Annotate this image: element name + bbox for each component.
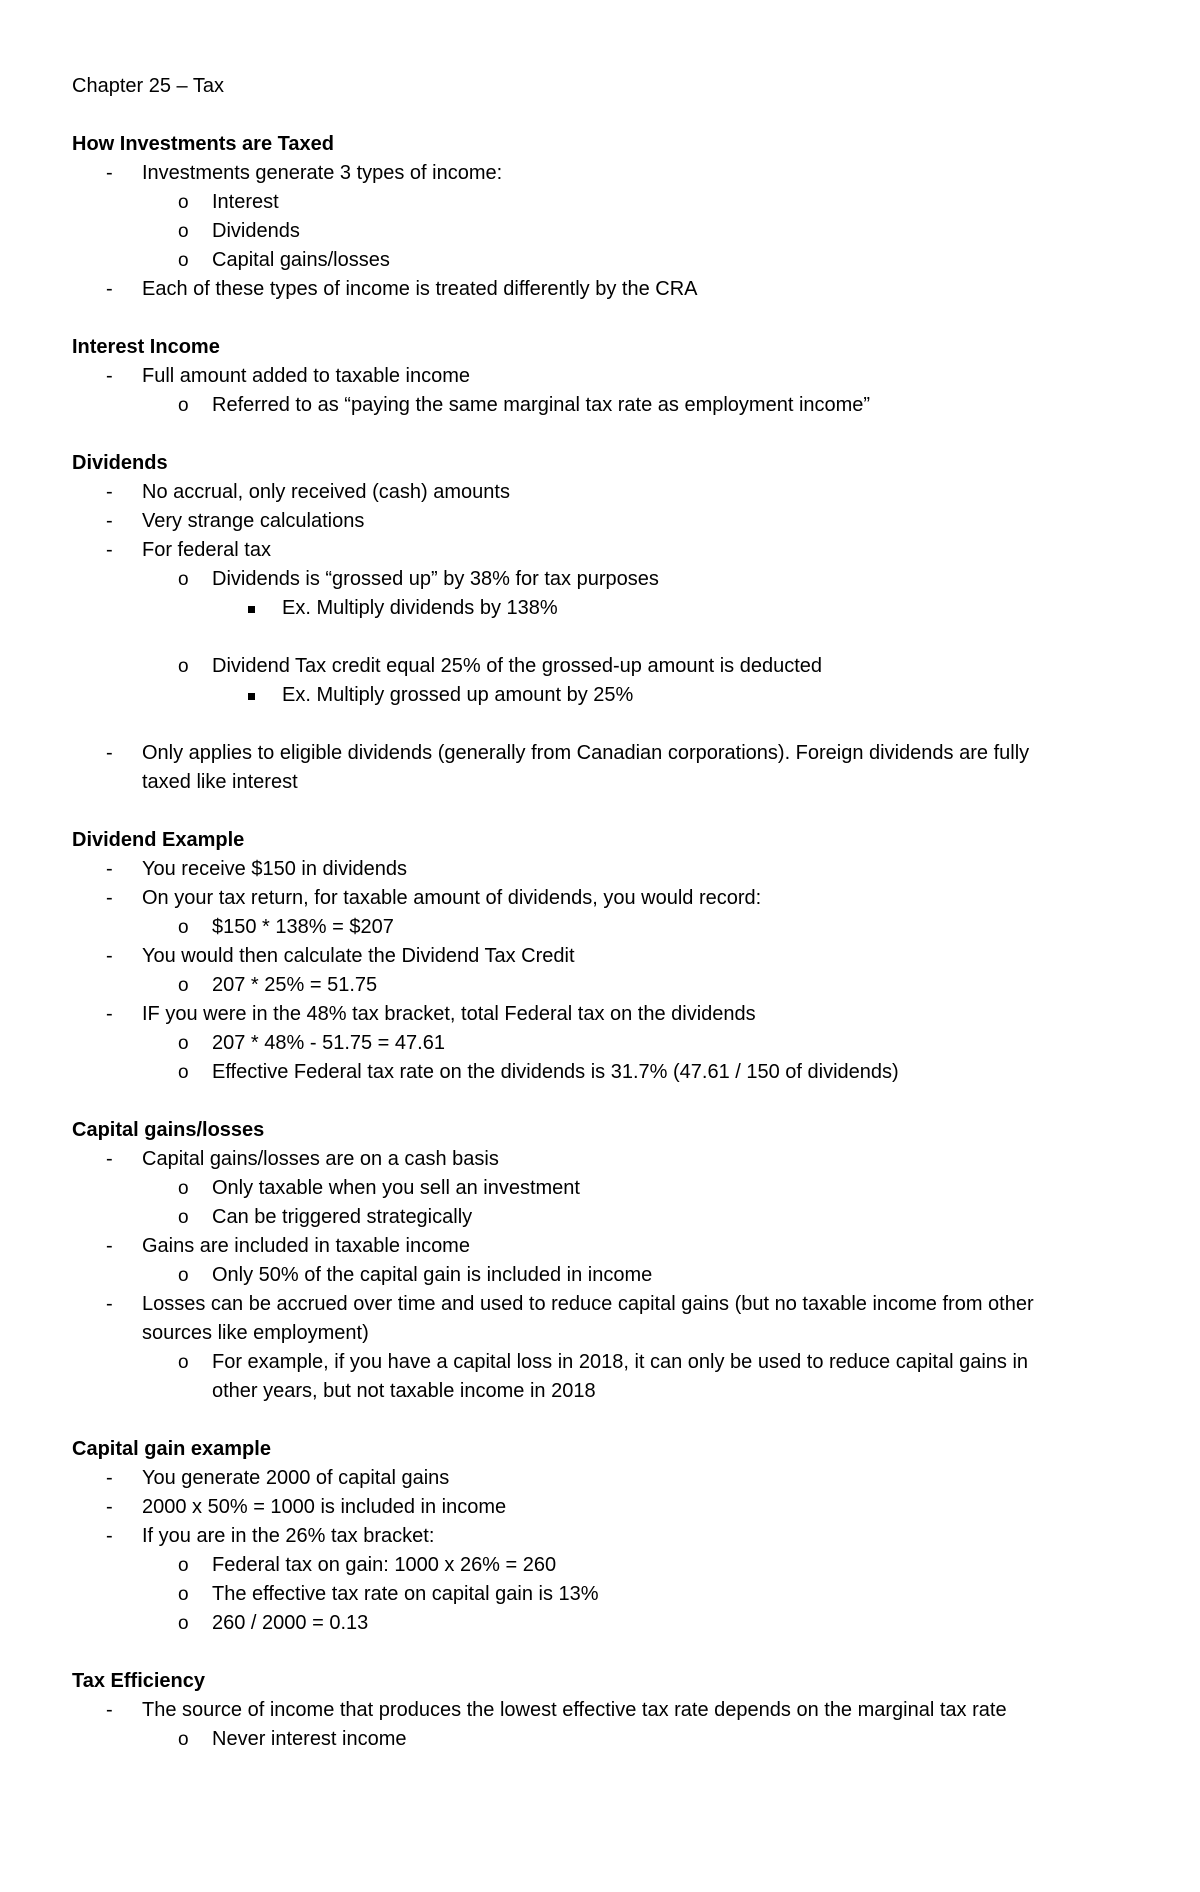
section-heading: Interest Income	[72, 336, 220, 358]
list-item: - Very strange calculations	[72, 507, 1128, 536]
dash-bullet-icon: -	[106, 1525, 113, 1547]
dash-bullet-icon: -	[106, 742, 113, 764]
dash-bullet-icon: -	[106, 510, 113, 532]
list-item: - No accrual, only received (cash) amounts	[72, 478, 1128, 507]
circle-bullet-icon: o	[178, 569, 189, 590]
list-item: o Dividends is “grossed up” by 38% for tax purposes	[72, 565, 1128, 594]
circle-bullet-icon: o	[178, 1555, 189, 1576]
dash-bullet-icon: -	[106, 858, 113, 880]
dash-bullet-icon: -	[106, 162, 113, 184]
dash-bullet-icon: -	[106, 278, 113, 300]
document-title: Chapter 25 – Tax	[72, 75, 224, 97]
dash-bullet-icon: -	[106, 1148, 113, 1170]
list-item: - Losses can be accrued over time and used to reduce capital gains (but no taxable income from other	[72, 1290, 1128, 1319]
circle-bullet-icon: o	[178, 1207, 189, 1228]
section-heading: How Investments are Taxed	[72, 133, 334, 155]
dash-bullet-icon: -	[106, 1235, 113, 1257]
list-item: o Can be triggered strategically	[72, 1203, 1128, 1232]
section-how-investments-taxed	[72, 130, 1128, 304]
circle-bullet-icon: o	[178, 1062, 189, 1083]
dash-bullet-icon: -	[106, 481, 113, 503]
circle-bullet-icon: o	[178, 1729, 189, 1750]
list-item: - Investments generate 3 types of income:	[72, 159, 1128, 188]
circle-bullet-icon: o	[178, 221, 189, 242]
circle-bullet-icon: o	[178, 1613, 189, 1634]
list-item: - 2000 x 50% = 1000 is included in income	[72, 1493, 1128, 1522]
list-item: - For federal tax	[72, 536, 1128, 565]
dash-bullet-icon: -	[106, 539, 113, 561]
list-item: o Interest	[72, 188, 1128, 217]
spacer	[72, 710, 1128, 739]
circle-bullet-icon: o	[178, 1584, 189, 1605]
dash-bullet-icon: -	[106, 945, 113, 967]
dash-bullet-icon: -	[106, 1467, 113, 1489]
list-item-continuation: other years, but not taxable income in 2018	[212, 1380, 596, 1402]
list-item: - You would then calculate the Dividend Tax Credit	[72, 942, 1128, 971]
section-heading: Dividends	[72, 452, 168, 474]
circle-bullet-icon: o	[178, 917, 189, 938]
list-item: o Referred to as “paying the same marginal tax rate as employment income”	[72, 391, 1128, 420]
square-bullet-icon	[248, 606, 255, 613]
dash-bullet-icon: -	[106, 1496, 113, 1518]
list-item: - On your tax return, for taxable amount of dividends, you would record:	[72, 884, 1128, 913]
list-item: - Only applies to eligible dividends (generally from Canadian corporations). Foreign dividends are fully	[72, 739, 1128, 768]
list-item: o $150 * 138% = $207	[72, 913, 1128, 942]
section-dividend-example	[72, 826, 1128, 1087]
list-item-continuation: sources like employment)	[142, 1322, 369, 1344]
section-tax-efficiency	[72, 1667, 1128, 1754]
list-item: - IF you were in the 48% tax bracket, total Federal tax on the dividends	[72, 1000, 1128, 1029]
list-item: o The effective tax rate on capital gain is 13%	[72, 1580, 1128, 1609]
section-capital-gains-losses	[72, 1116, 1128, 1406]
section-dividends	[72, 449, 1128, 797]
list-item: o Dividend Tax credit equal 25% of the grossed-up amount is deducted	[72, 652, 1128, 681]
spacer	[72, 623, 1128, 652]
list-item: o 260 / 2000 = 0.13	[72, 1609, 1128, 1638]
dash-bullet-icon: -	[106, 1293, 113, 1315]
dash-bullet-icon: -	[106, 887, 113, 909]
circle-bullet-icon: o	[178, 250, 189, 271]
list-item: o Federal tax on gain: 1000 x 26% = 260	[72, 1551, 1128, 1580]
list-item: Ex. Multiply dividends by 138%	[72, 594, 1128, 623]
circle-bullet-icon: o	[178, 192, 189, 213]
circle-bullet-icon: o	[178, 395, 189, 416]
list-item: - You generate 2000 of capital gains	[72, 1464, 1128, 1493]
list-item: - Full amount added to taxable income	[72, 362, 1128, 391]
section-heading: Capital gain example	[72, 1438, 271, 1460]
list-item: o Only taxable when you sell an investment	[72, 1174, 1128, 1203]
list-item: - The source of income that produces the lowest effective tax rate depends on the marginal tax rate	[72, 1696, 1128, 1725]
circle-bullet-icon: o	[178, 1265, 189, 1286]
section-heading: Dividend Example	[72, 829, 245, 851]
square-bullet-icon	[248, 693, 255, 700]
section-heading: Capital gains/losses	[72, 1119, 265, 1141]
dash-bullet-icon: -	[106, 1003, 113, 1025]
dash-bullet-icon: -	[106, 1699, 113, 1721]
circle-bullet-icon: o	[178, 1033, 189, 1054]
list-item: - Each of these types of income is treated differently by the CRA	[72, 275, 1128, 304]
list-item: o Effective Federal tax rate on the dividends is 31.7% (47.61 / 150 of dividends)	[72, 1058, 1128, 1087]
list-item: Ex. Multiply grossed up amount by 25%	[72, 681, 1128, 710]
list-item: - If you are in the 26% tax bracket:	[72, 1522, 1128, 1551]
list-item: o 207 * 48% - 51.75 = 47.61	[72, 1029, 1128, 1058]
section-interest-income	[72, 333, 1128, 420]
list-item: - You receive $150 in dividends	[72, 855, 1128, 884]
list-item: o For example, if you have a capital loss in 2018, it can only be used to reduce capital gains in	[72, 1348, 1128, 1377]
circle-bullet-icon: o	[178, 1352, 189, 1373]
section-heading: Tax Efficiency	[72, 1670, 206, 1692]
list-item: o Dividends	[72, 217, 1128, 246]
dash-bullet-icon: -	[106, 365, 113, 387]
list-item-continuation: taxed like interest	[142, 771, 298, 793]
circle-bullet-icon: o	[178, 656, 189, 677]
list-item: o 207 * 25% = 51.75	[72, 971, 1128, 1000]
circle-bullet-icon: o	[178, 1178, 189, 1199]
list-item: o Only 50% of the capital gain is included in income	[72, 1261, 1128, 1290]
list-item: o Capital gains/losses	[72, 246, 1128, 275]
list-item: - Gains are included in taxable income	[72, 1232, 1128, 1261]
section-capital-gain-example	[72, 1435, 1128, 1638]
list-item: o Never interest income	[72, 1725, 1128, 1754]
circle-bullet-icon: o	[178, 975, 189, 996]
list-item: - Capital gains/losses are on a cash basis	[72, 1145, 1128, 1174]
